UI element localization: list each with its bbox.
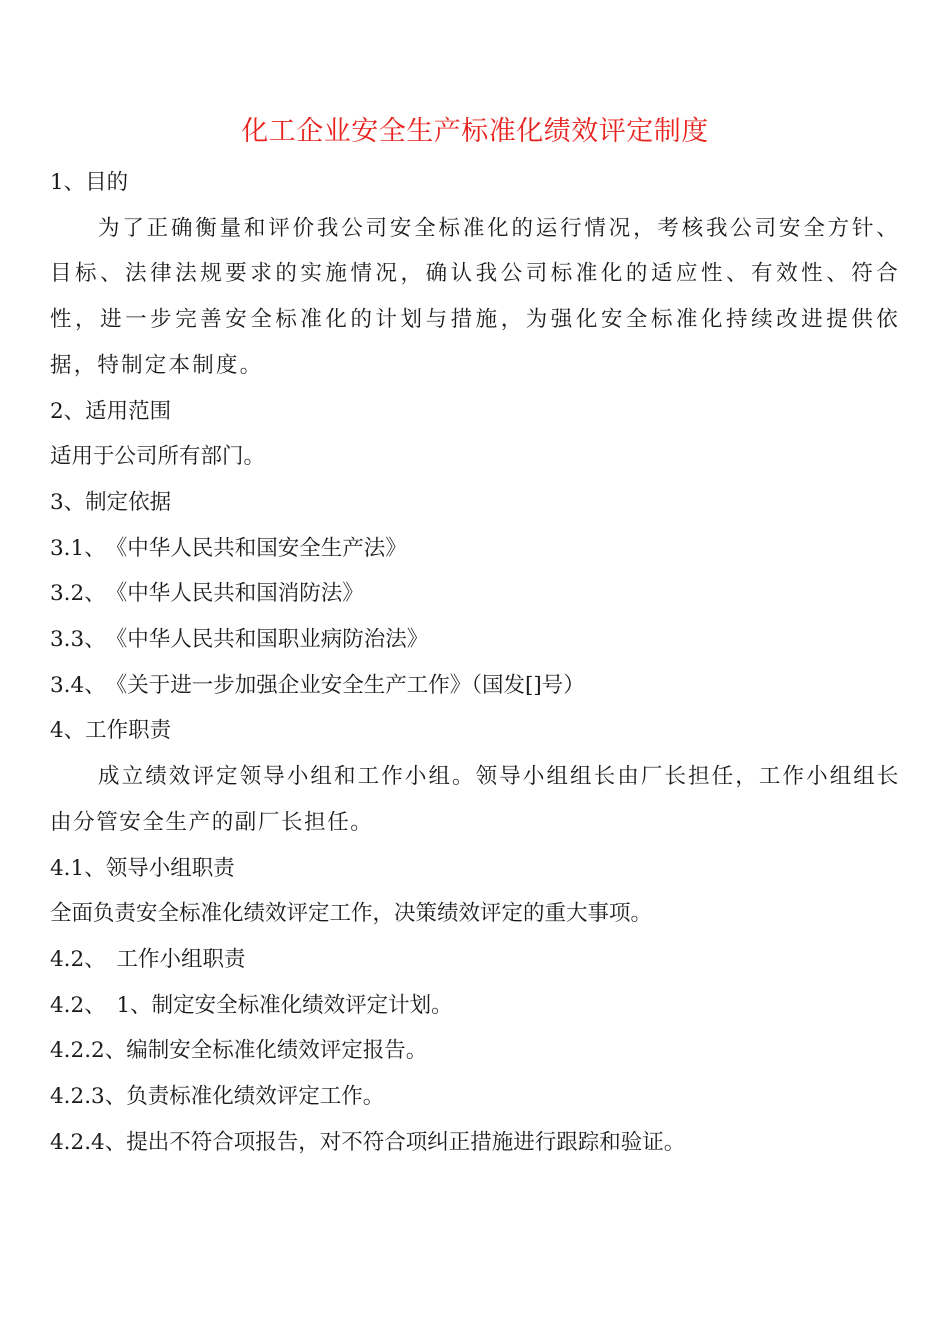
basis-item-1: 3.1、 《中华人民共和国安全生产法》 (50, 535, 407, 561)
subsection-leadership-duties: 4.1、领导小组职责 (50, 855, 235, 881)
working-group-item-3: 4.2.3、负责标准化绩效评定工作。 (50, 1084, 385, 1110)
working-group-item-1: 4.2、 1、制定安全标准化绩效评定计划。 (50, 992, 453, 1018)
basis-item-4: 3.4、 《关于进一步加强企业安全生产工作》（国发[]号） (50, 672, 585, 698)
paragraph-leadership-duties: 全面负责安全标准化绩效评定工作，决策绩效评定的重大事项。 (50, 901, 653, 927)
paragraph-scope: 适用于公司所有部门。 (50, 444, 266, 470)
basis-item-3: 3.3、 《中华人民共和国职业病防治法》 (50, 627, 429, 653)
document-title: 化工企业安全生产标准化绩效评定制度 (241, 116, 709, 147)
section-heading-basis: 3、制定依据 (50, 489, 172, 515)
subsection-working-group-duties: 4.2、 工作小组职责 (50, 946, 246, 972)
basis-item-2: 3.2、 《中华人民共和国消防法》 (50, 581, 364, 607)
section-heading-duties: 4、工作职责 (50, 718, 172, 744)
working-group-item-4: 4.2.4、提出不符合项报告，对不符合项纠正措施进行跟踪和验证。 (50, 1129, 686, 1155)
section-heading-purpose: 1、目的 (50, 170, 129, 195)
paragraph-duties: 成立绩效评定领导小组和工作小组。领导小组组长由厂长担任，工作小组组长由分管安全生产的副厂长担任。 (50, 764, 900, 835)
paragraph-purpose: 为了正确衡量和评价我公司安全标准化的运行情况，考核我公司安全方针、目标、法律法规要求的实施情况，确认我公司标准化的适应性、有效性、符合性，进一步完善安全标准化的计划与措施，为强化安全标准化持续改进提供依据，特制定本制度。 (50, 215, 900, 378)
section-heading-scope: 2、适用范围 (50, 398, 172, 424)
document-body (50, 160, 900, 1165)
working-group-item-2: 4.2.2、编制安全标准化绩效评定报告。 (50, 1038, 428, 1064)
